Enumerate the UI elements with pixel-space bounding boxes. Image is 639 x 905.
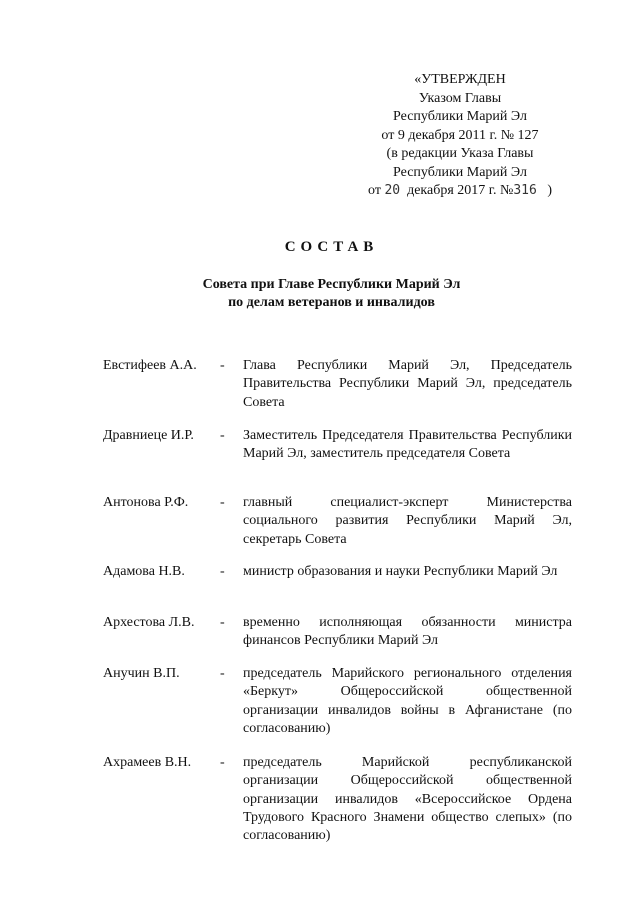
member-description: Глава Республики Марий Эл, Председатель Правительства Республики Марий Эл, председатель Совета [243, 358, 572, 410]
subtitle-line: по делам ветеранов и инвалидов [228, 295, 435, 310]
member-description: министр образования и науки Республики Марий Эл [243, 564, 558, 579]
approval-line: Указом Главы [418, 90, 502, 106]
approval-stamp [340, 71, 580, 201]
member-description: Заместитель Председателя Правительства Республики Марий Эл, заместитель председателя Совета [243, 428, 572, 462]
member-dash: - [220, 755, 225, 770]
member-dash: - [220, 615, 225, 630]
approval-day-filled: 20 [384, 183, 401, 198]
member-dash: - [220, 666, 225, 681]
subtitle-line: Совета при Главе Республики Марий Эл [202, 277, 461, 292]
member-name: Ахрамеев В.Н. [103, 755, 192, 770]
approval-line: от 9 декабря 2011 г. № 127 [381, 127, 539, 143]
approval-line: (в редакции Указа Главы [386, 146, 534, 161]
member-name: Адамова Н.В. [103, 564, 185, 579]
member-description: председатель Марийской республиканской организации Общероссийской общественной организации инвалидов «Всероссийское Ордена Трудового Красного Знамени общество слепых» (по согласованию) [243, 755, 572, 844]
member-description: председатель Марийского регионального отделения «Беркут» Общероссийской общественной организации инвалидов войны в Афганистане (по согласованию) [243, 666, 572, 736]
document-title: СОСТАВ [284, 239, 379, 255]
member-dash: - [220, 358, 225, 373]
approval-number-filled: 316 [513, 183, 537, 198]
member-name: Архестова Л.В. [103, 615, 195, 630]
document-subtitle [0, 276, 639, 312]
member-dash: - [220, 564, 225, 579]
approval-last-prefix: от [368, 183, 381, 198]
member-name: Дравниеце И.Р. [103, 428, 194, 443]
member-name: Евстифеев А.А. [103, 358, 197, 373]
member-description: главный специалист-эксперт Министерства социального развития Республики Марий Эл, секретарь Совета [243, 495, 572, 547]
approval-line-last [340, 182, 580, 201]
member-name: Антонова Р.Ф. [103, 495, 189, 510]
approval-line: Республики Марий Эл [393, 164, 527, 180]
approval-line: Республики Марий Эл [393, 109, 527, 124]
approval-last-suffix: ) [547, 183, 552, 198]
member-dash: - [220, 495, 225, 510]
member-name: Анучин В.П. [103, 666, 180, 681]
member-description: временно исполняющая обязанности министра финансов Республики Марий Эл [243, 615, 572, 649]
approval-last-middle: декабря 2017 г. № [407, 183, 514, 198]
member-dash: - [220, 428, 225, 443]
approval-line: «УТВЕРЖДЕН [414, 72, 506, 87]
